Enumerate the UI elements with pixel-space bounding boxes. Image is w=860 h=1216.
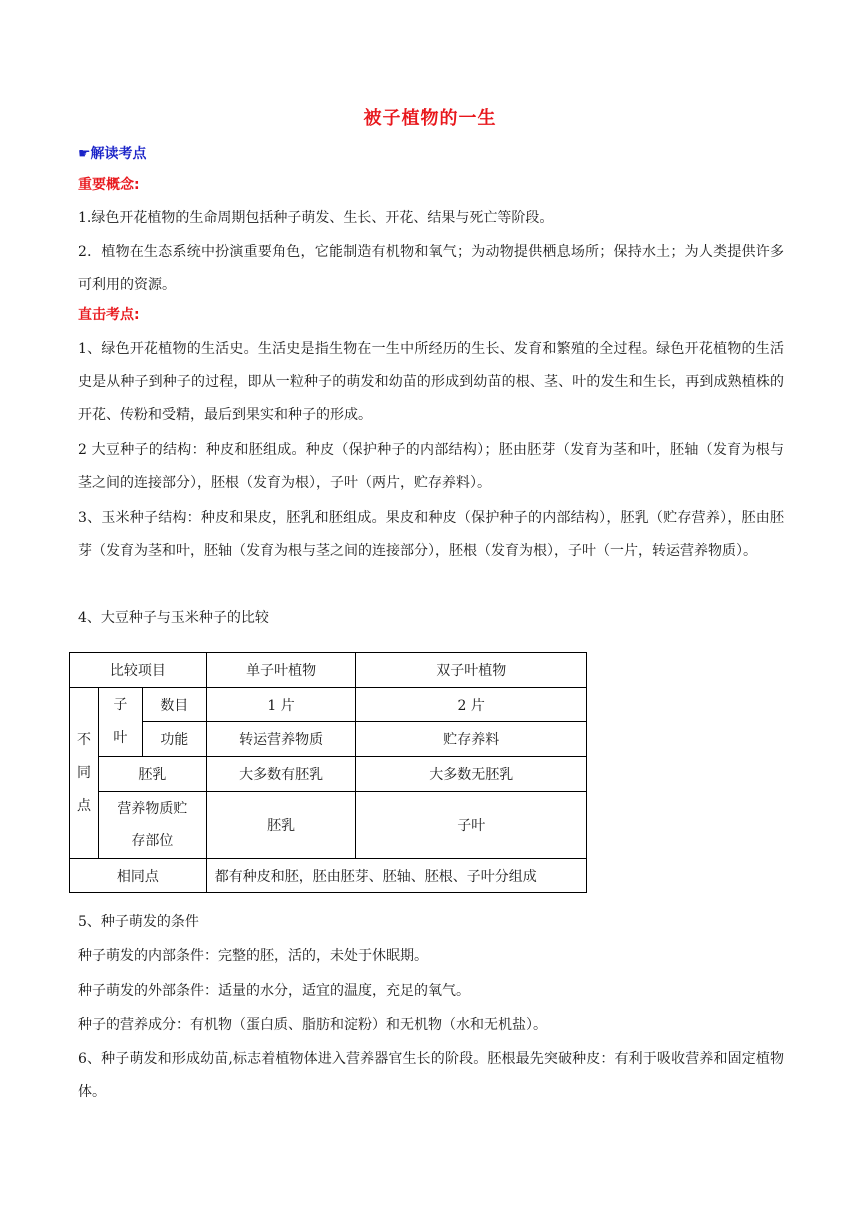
function-monocot: 转运营养物质 — [206, 722, 356, 757]
difference-char-1: 不 — [76, 731, 91, 748]
cotyledon-label-cell — [98, 688, 142, 757]
storage-dicot: 子叶 — [356, 792, 587, 859]
header-dicot: 双子叶植物 — [356, 653, 587, 688]
section-heading-link[interactable]: ☛解读考点 — [78, 146, 147, 162]
page-title: 被子植物的一生 — [363, 108, 497, 129]
important-concepts-label: 重要概念: — [78, 177, 140, 193]
endosperm-monocot: 大多数有胚乳 — [206, 757, 356, 792]
storage-label-line-1: 营养物质贮 — [117, 801, 188, 817]
table-header-row — [70, 653, 587, 688]
table-row — [70, 757, 587, 792]
seedling-formation: 6、种子萌发和形成幼苗,标志着植物体进入营养器官生长的阶段。胚根最先突破种皮：有利于吸收营养和固定植物体。 — [78, 1051, 784, 1100]
important-item-1: 1.绿色开花植物的生命周期包括种子萌发、生长、开花、结果与死亡等阶段。 — [78, 210, 554, 226]
endosperm-label: 胚乳 — [98, 757, 206, 792]
header-compare-item: 比较项目 — [70, 653, 207, 688]
count-label: 数目 — [142, 688, 206, 722]
storage-label-line-2: 存部位 — [131, 833, 174, 849]
endosperm-dicot: 大多数无胚乳 — [356, 757, 587, 792]
difference-char-2: 同 — [76, 764, 91, 781]
important-item-2: 2．植物在生态系统中扮演重要角色，它能制造有机物和氧气；为动物提供栖息场所；保持水土；为人类提供许多可利用的资源。 — [78, 244, 784, 293]
seed-comparison-table — [69, 652, 587, 893]
cotyledon-char-2: 叶 — [113, 730, 128, 746]
direct-item-2: 2 大豆种子的结构：种皮和胚组成。种皮（保护种子的内部结构）；胚由胚芽（发育为茎和叶，胚轴（发育为根与茎之间的连接部分），胚根（发育为根），子叶（两片，贮存养料）。 — [78, 442, 784, 491]
same-points-text: 都有种皮和胚，胚由胚芽、胚轴、胚根、子叶分组成 — [206, 859, 586, 893]
internal-conditions: 种子萌发的内部条件：完整的胚，活的，未处于休眠期。 — [78, 948, 428, 964]
direct-item-1: 1、绿色开花植物的生活史。生活史是指生物在一生中所经历的生长、发育和繁殖的全过程。绿色开花植物的生活史是从种子到种子的过程，即从一粒种子的萌发和幼苗的形成到幼苗的根、茎、叶的发生和生长，再到成熟植株的开花、传粉和受精，最后到果实和种子的形成。 — [78, 341, 784, 423]
count-monocot: 1 片 — [206, 688, 356, 722]
storage-monocot: 胚乳 — [206, 792, 356, 859]
cotyledon-char-1: 子 — [113, 697, 128, 713]
table-row — [70, 722, 587, 757]
external-conditions: 种子萌发的外部条件：适量的水分，适宜的温度，充足的氧气。 — [78, 983, 470, 999]
function-label: 功能 — [142, 722, 206, 757]
storage-label-cell — [98, 792, 206, 859]
direct-item-4: 4、大豆种子与玉米种子的比较 — [78, 610, 269, 626]
difference-char-3: 点 — [76, 797, 91, 814]
table-row — [70, 688, 587, 722]
header-monocot: 单子叶植物 — [206, 653, 356, 688]
seed-nutrients: 种子的营养成分：有机物（蛋白质、脂肪和淀粉）和无机物（水和无机盐）。 — [78, 1017, 547, 1033]
germination-heading: 5、种子萌发的条件 — [78, 914, 199, 930]
direct-points-label: 直击考点: — [78, 307, 140, 323]
count-dicot: 2 片 — [356, 688, 587, 722]
function-dicot: 贮存养料 — [356, 722, 587, 757]
direct-item-3: 3、玉米种子结构：种皮和果皮，胚乳和胚组成。果皮和种皮（保护种子的内部结构），胚乳（贮存营养），胚由胚芽（发育为茎和叶，胚轴（发育为根与茎之间的连接部分），胚根（发育为根），子叶（一片，转运营养物质）。 — [78, 510, 784, 559]
table-row — [70, 792, 587, 859]
difference-label-cell — [70, 688, 99, 859]
same-points-label: 相同点 — [70, 859, 207, 893]
table-row — [70, 859, 587, 893]
